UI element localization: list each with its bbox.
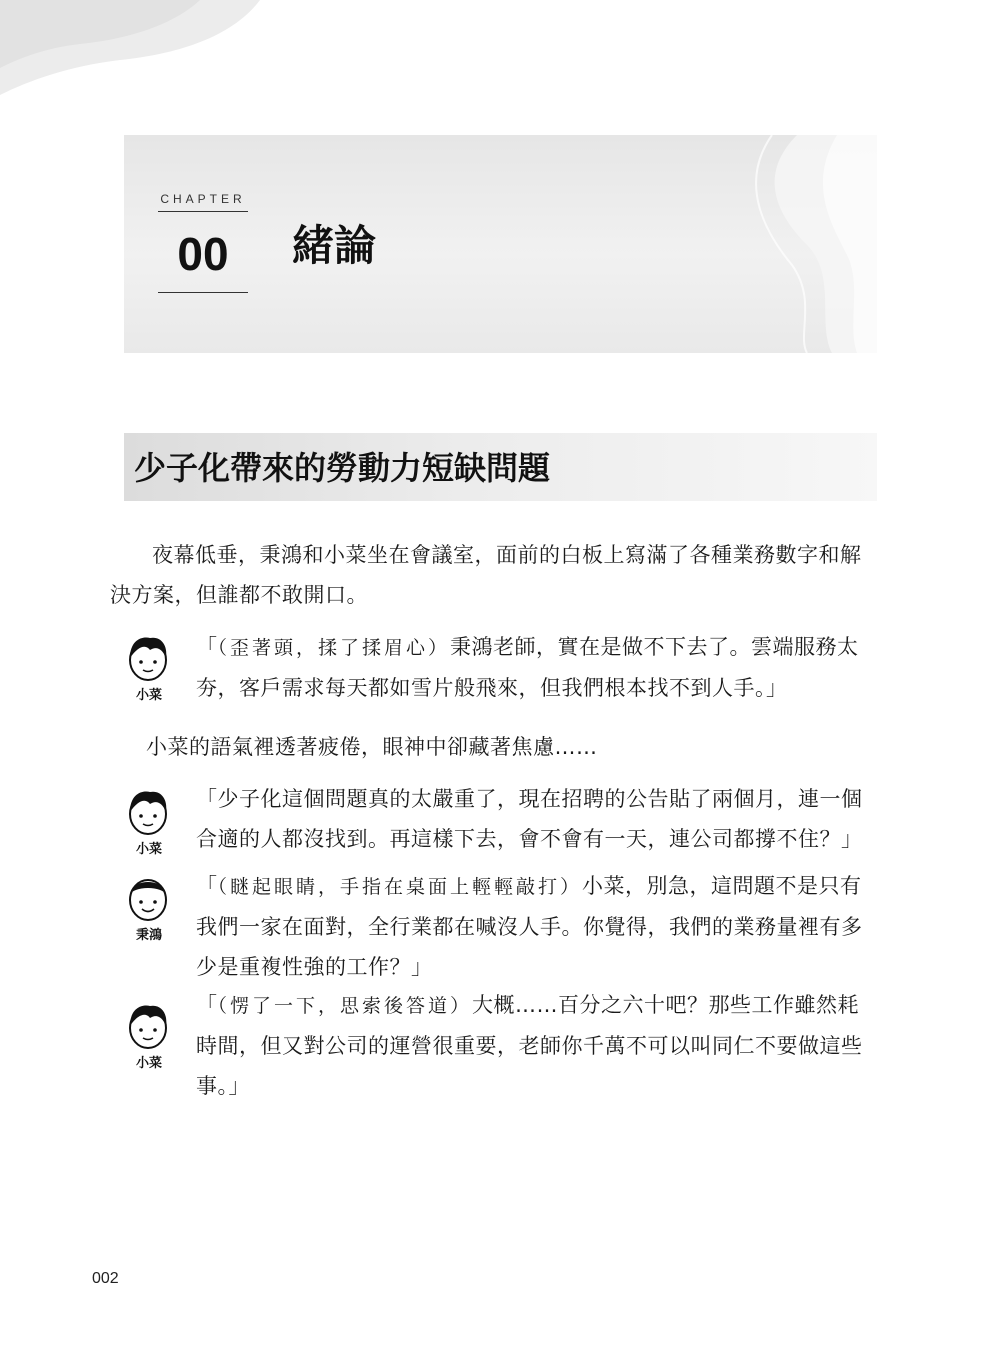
binghong-face-icon <box>124 872 172 924</box>
page-number: 002 <box>92 1270 119 1287</box>
dialogue-text: 大概……百分之六十吧？那些工作雖然耗時間，但又對公司的運營很重要，老師你千萬不可以叫同仁不要做這些事。」 <box>196 993 863 1098</box>
chapter-title: 緒論 <box>292 221 377 270</box>
banner-wave-decoration <box>737 135 877 353</box>
stage-direction: （瞇起眼睛，手指在桌面上輕輕敲打） <box>217 876 583 898</box>
stage-direction: （愣了一下，思索後答道） <box>217 995 473 1017</box>
dialogue-text: 秉鴻老師，實在是做不下去了。雲端服務太夯，客戶需求每天都如雪片般飛來，但我們根本找不到人手。」 <box>196 635 859 700</box>
speaker-name: 秉鴻 <box>135 928 162 943</box>
chapter-rule-top <box>158 211 248 212</box>
dialogue-text: 少子化這個問題真的太嚴重了，現在招聘的公告貼了兩個月，連一個合適的人都沒找到。再這樣下去，會不會有一天，連公司都撐不住？」 <box>196 787 863 851</box>
chapter-number: 00 <box>177 228 229 280</box>
stage-direction: （歪著頭，揉了揉眉心） <box>217 637 451 659</box>
corner-wave-decoration <box>0 0 260 110</box>
speaker-avatar <box>122 872 182 946</box>
speaker-avatar <box>122 1000 182 1074</box>
speaker-name: 小菜 <box>135 1056 162 1071</box>
chapter-rule-bottom <box>158 292 248 293</box>
speaker-avatar <box>122 786 182 860</box>
xiaocai-face-icon <box>124 632 172 684</box>
dialogue-line: 「（歪著頭，揉了揉眉心）秉鴻老師，實在是做不下去了。雲端服務太夯，客戶需求每天都如雪片般飛來，但我們根本找不到人手。」 <box>196 635 859 700</box>
section-heading: 少子化帶來的勞動力短缺問題 <box>134 449 551 487</box>
speaker-name: 小菜 <box>135 842 162 857</box>
chapter-label: CHAPTER <box>160 192 246 206</box>
speaker-name: 小菜 <box>135 688 162 703</box>
xiaocai-face-icon <box>124 1000 172 1052</box>
dialogue-line: 「（愣了一下，思索後答道）大概……百分之六十吧？那些工作雖然耗時間，但又對公司的運營很重要，老師你千萬不可以叫同仁不要做這些事。」 <box>196 993 863 1098</box>
speaker-avatar <box>122 632 182 706</box>
dialogue-line: 「（瞇起眼睛，手指在桌面上輕輕敲打）小菜，別急，這問題不是只有我們一家在面對，全行業都在喊沒人手。你覺得，我們的業務量裡有多少是重複性強的工作？」 <box>196 874 863 979</box>
narration-paragraph: 小菜的語氣裡透著疲倦，眼神中卻藏著焦慮…… <box>146 735 598 759</box>
xiaocai-face-icon <box>124 786 172 838</box>
narration-paragraph: 夜幕低垂，秉鴻和小菜坐在會議室，面前的白板上寫滿了各種業務數字和解決方案，但誰都不敢開口。 <box>110 543 862 607</box>
dialogue-line: 「少子化這個問題真的太嚴重了，現在招聘的公告貼了兩個月，連一個合適的人都沒找到。再這樣下去，會不會有一天，連公司都撐不住？」 <box>196 787 863 851</box>
dialogue-text: 小菜，別急，這問題不是只有我們一家在面對，全行業都在喊沒人手。你覺得，我們的業務量裡有多少是重複性強的工作？」 <box>196 874 863 979</box>
